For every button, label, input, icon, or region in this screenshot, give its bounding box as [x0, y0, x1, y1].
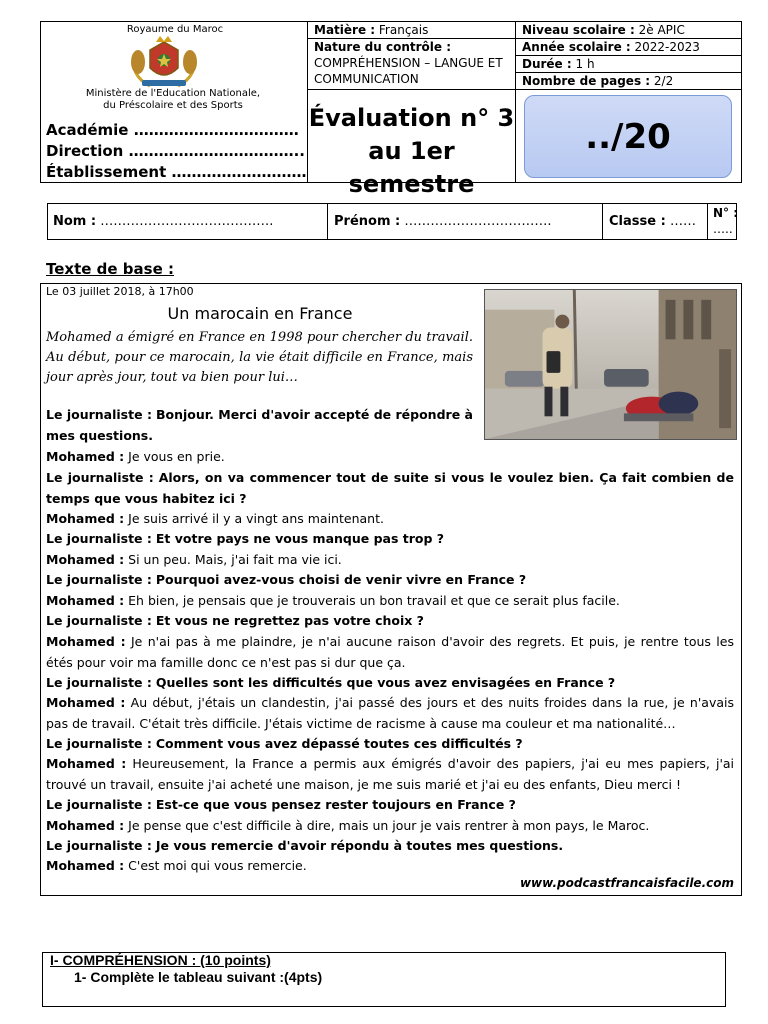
header-divider — [515, 21, 516, 183]
article-date: Le 03 juillet 2018, à 17h00 — [46, 285, 194, 298]
duree-cell: Durée : 1 h — [522, 57, 595, 71]
dialogue-line: Mohamed : Au début, j'étais un clandestin, j'ai passé des jours et des nuits froides dans la rue, je n'avais pas de travail. C'était très difficile. J'étais victime de racisme à cause ma couleur et ma nationalité… — [46, 695, 734, 731]
source-link[interactable]: www.podcastfrancaisfacile.com — [519, 876, 734, 890]
dialogue-line: Le journaliste : Et vous ne regrettez pas votre choix ? — [46, 613, 424, 628]
academie-field: Académie …………………………… — [46, 121, 299, 139]
dialogue-line: Le journaliste : Comment vous avez dépassé toutes ces difficultés ? — [46, 736, 523, 751]
nature-value: COMPRÉHENSION – LANGUE ET — [314, 56, 503, 70]
pages-cell: Nombre de pages : 2/2 — [522, 74, 674, 88]
etablissement-field: Établissement ……………………… — [46, 163, 307, 181]
prenom-field[interactable]: Prénom : ……………………………. — [334, 214, 552, 229]
article-intro: Mohamed a émigré en France en 1998 pour chercher du travail. Au début, pour ce marocain, la vie était difficile en France, mais jour après jour, tout va bien pour lui… — [46, 330, 473, 385]
matiere-cell: Matière : Français — [314, 23, 429, 37]
dialogue-line: Le journaliste : Bonjour. Merci d'avoir accepté de répondre à mes questions. — [46, 407, 473, 443]
dialogue-line: Mohamed : Je n'ai pas à me plaindre, je n'ai aucune raison d'avoir des regrets. Et puis, je rentre tous les étés pour voir ma famille donc ce n'est pas si dur que ça. — [46, 634, 734, 670]
score-box: ../20 — [524, 95, 732, 178]
kingdom-label: Royaume du Maroc — [126, 24, 224, 35]
dialogue-line: Mohamed : C'est moi qui vous remercie. — [46, 858, 307, 873]
ministry-label: Ministère de l'Education Nationale, du Préscolaire et des Sports — [85, 88, 261, 111]
header-divider — [307, 89, 742, 90]
dialogue-line: Mohamed : Je vous en prie. — [46, 449, 225, 464]
section-title: Texte de base : — [46, 260, 174, 278]
dialogue-line: Le journaliste : Et votre pays ne vous manque pas trop ? — [46, 531, 445, 546]
numero-field[interactable]: N° : ….. — [713, 206, 739, 236]
nom-field[interactable]: Nom : …………………………………. — [53, 214, 274, 229]
classe-field[interactable]: Classe : …… — [609, 214, 696, 229]
comprehension-title: I- COMPRÉHENSION : (10 points) — [50, 952, 271, 968]
dialogue-line: Mohamed : Je pense que c'est difficile à dire, mais un jour je vais rentrer à mon pays, le Maroc. — [46, 818, 650, 833]
street-photo-image — [484, 289, 737, 440]
article-title: Un marocain en France — [167, 304, 353, 323]
dialogue-line: Mohamed : Si un peu. Mais, j'ai fait ma vie ici. — [46, 552, 342, 567]
nature-value: COMMUNICATION — [314, 72, 419, 86]
dialogue-line: Le journaliste : Alors, on va commencer tout de suite si vous le voulez bien. Ça fait combien de temps que vous habitez ici ? — [46, 470, 734, 506]
dialogue-line: Mohamed : Eh bien, je pensais que je trouverais un bon travail et que ce serait plus facile. — [46, 593, 620, 608]
dialogue-line: Le journaliste : Est-ce que vous pensez rester toujours en France ? — [46, 797, 516, 812]
annee-cell: Année scolaire : 2022-2023 — [522, 40, 700, 54]
niveau-cell: Niveau scolaire : 2è APIC — [522, 23, 685, 37]
dialogue-line: Le journaliste : Je vous remercie d'avoir répondu à toutes mes questions. — [46, 838, 564, 853]
dialogue-line: Mohamed : Heureusement, la France a permis aux émigrés d'avoir des papiers, j'ai eu mes papiers, j'ai trouvé un travail, ensuite j'ai acheté une maison, je me suis marié et j'ai eu des enfants, Dieu merci ! — [46, 756, 735, 792]
moroccan-coat-of-arms-icon — [120, 36, 208, 88]
nature-cell: Nature du contrôle : — [314, 40, 451, 54]
comprehension-question: 1- Complète le tableau suivant :(4pts) — [74, 969, 323, 985]
dialogue-line: Le journaliste : Pourquoi avez-vous choisi de venir vivre en France ? — [46, 572, 527, 587]
dialogue-line: Mohamed : Je suis arrivé il y a vingt ans maintenant. — [46, 511, 384, 526]
dialogue-line: Le journaliste : Quelles sont les difficultés que vous avez envisagées en France ? — [46, 675, 616, 690]
evaluation-title: Évaluation n° 3 au 1er semestre — [308, 104, 515, 198]
direction-field: Direction …………………………….. — [46, 142, 305, 160]
